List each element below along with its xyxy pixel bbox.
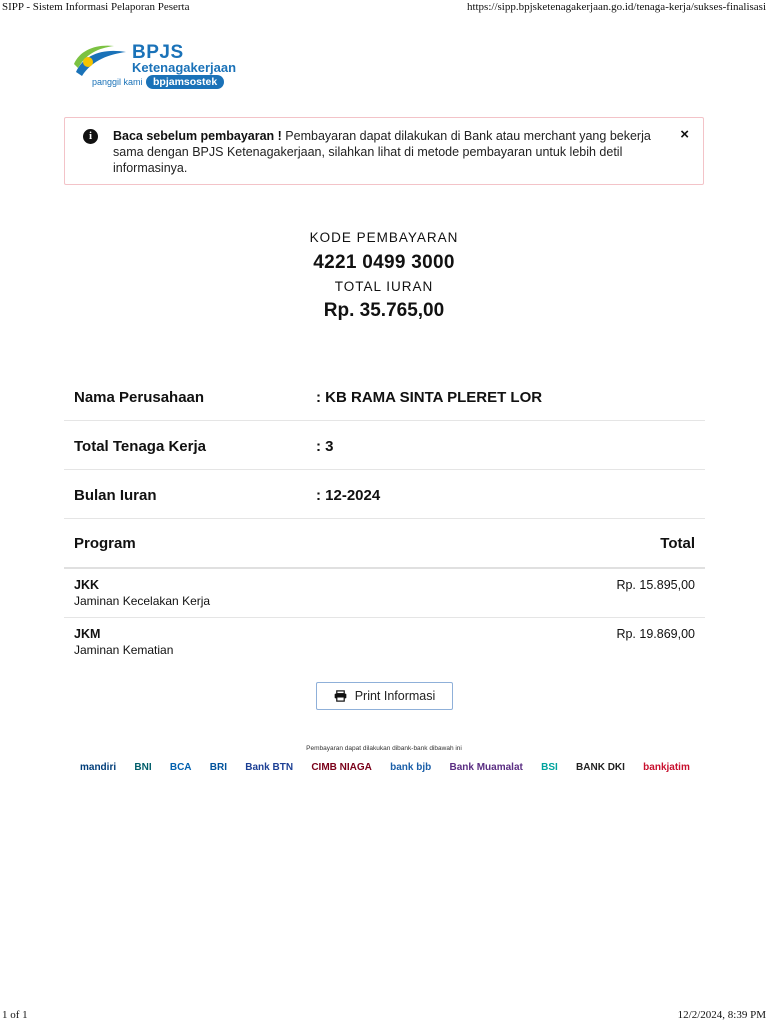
detail-value: : 3	[316, 438, 334, 455]
program-code: JKK	[74, 578, 100, 592]
table-row	[64, 569, 705, 618]
logo-tag-pill: bpjamsostek	[146, 75, 224, 89]
bpjs-logo-mark-icon	[70, 42, 130, 82]
kode-pembayaran-value: 4221 0499 3000	[313, 252, 455, 273]
logo-brand: BPJS	[132, 42, 184, 63]
total-iuran-label: TOTAL IURAN	[334, 279, 434, 294]
detail-label: Bulan Iuran	[74, 487, 157, 504]
program-code: JKM	[74, 627, 101, 641]
logo-tagline: panggil kami	[92, 77, 143, 87]
info-icon: i	[83, 129, 98, 144]
total-column-header: Total	[660, 535, 695, 552]
print-informasi-button[interactable]	[316, 682, 453, 710]
bpjs-logo[interactable]	[70, 40, 260, 96]
bank-logo-cimb-niaga: CIMB NIAGA	[311, 761, 372, 773]
alert-bold-text: Baca sebelum pembayaran !	[113, 129, 282, 143]
bank-logo-bsi: BSI	[541, 761, 558, 773]
program-amount: Rp. 19.869,00	[616, 627, 695, 641]
close-icon[interactable]: ×	[680, 126, 689, 143]
detail-value: : 12-2024	[316, 487, 381, 504]
detail-row-total-tenaga-kerja	[64, 421, 705, 470]
browser-page-url: https://sipp.bpjsketenagakerjaan.go.id/tenaga-kerja/sukses-finalisasi	[466, 1, 766, 13]
printed-timestamp: 12/2/2024, 8:39 PM	[677, 1009, 766, 1021]
bank-note: Pembayaran dapat dilakukan dibank-bank dibawah ini	[306, 745, 462, 752]
browser-page-title: SIPP - Sistem Informasi Pelaporan Peserta	[2, 1, 190, 13]
bank-logo-btn: Bank BTN	[245, 761, 294, 773]
detail-label: Total Tenaga Kerja	[74, 438, 206, 455]
bank-logo-dki: BANK DKI	[576, 761, 625, 773]
payment-alert	[64, 117, 704, 185]
table-row	[64, 618, 705, 667]
print-header	[0, 0, 768, 16]
alert-message	[113, 128, 653, 176]
bank-logo-mandiri: mandiri	[80, 761, 117, 773]
program-amount: Rp. 15.895,00	[616, 578, 695, 592]
printer-icon	[334, 690, 347, 702]
alert-text: Pembayaran dapat dilakukan di Bank atau merchant yang bekerja sama dengan BPJS Ketenagakerjaan, silahkan lihat di metode pembayaran untuk lebih detil informasinya.	[113, 129, 651, 175]
bank-logo-bca: BCA	[169, 761, 192, 773]
program-name: Jaminan Kematian	[74, 643, 174, 657]
detail-label: Nama Perusahaan	[74, 389, 205, 406]
program-table-header	[64, 520, 705, 569]
bank-logo-bjb: bank bjb	[390, 761, 432, 773]
print-button-label: Print Informasi	[354, 689, 436, 703]
detail-row-nama-perusahaan	[64, 372, 705, 421]
page-count: 1 of 1	[2, 1009, 28, 1021]
bank-logo-row	[80, 758, 690, 776]
total-iuran-value: Rp. 35.765,00	[323, 300, 445, 321]
bank-logo-bni: BNI	[134, 761, 152, 773]
detail-row-bulan-iuran	[64, 470, 705, 519]
logo-brand-sub: Ketenagakerjaan	[132, 60, 237, 75]
kode-pembayaran-label: KODE PEMBAYARAN	[309, 230, 459, 245]
detail-value: : KB RAMA SINTA PLERET LOR	[316, 389, 543, 406]
print-footer	[0, 1008, 768, 1024]
bank-logo-jatim: bankjatim	[643, 761, 690, 773]
program-name: Jaminan Kecelakan Kerja	[74, 594, 211, 608]
bank-logo-bri: BRI	[209, 761, 228, 773]
bank-logo-muamalat: Bank Muamalat	[449, 761, 523, 773]
program-column-header: Program	[74, 535, 136, 552]
